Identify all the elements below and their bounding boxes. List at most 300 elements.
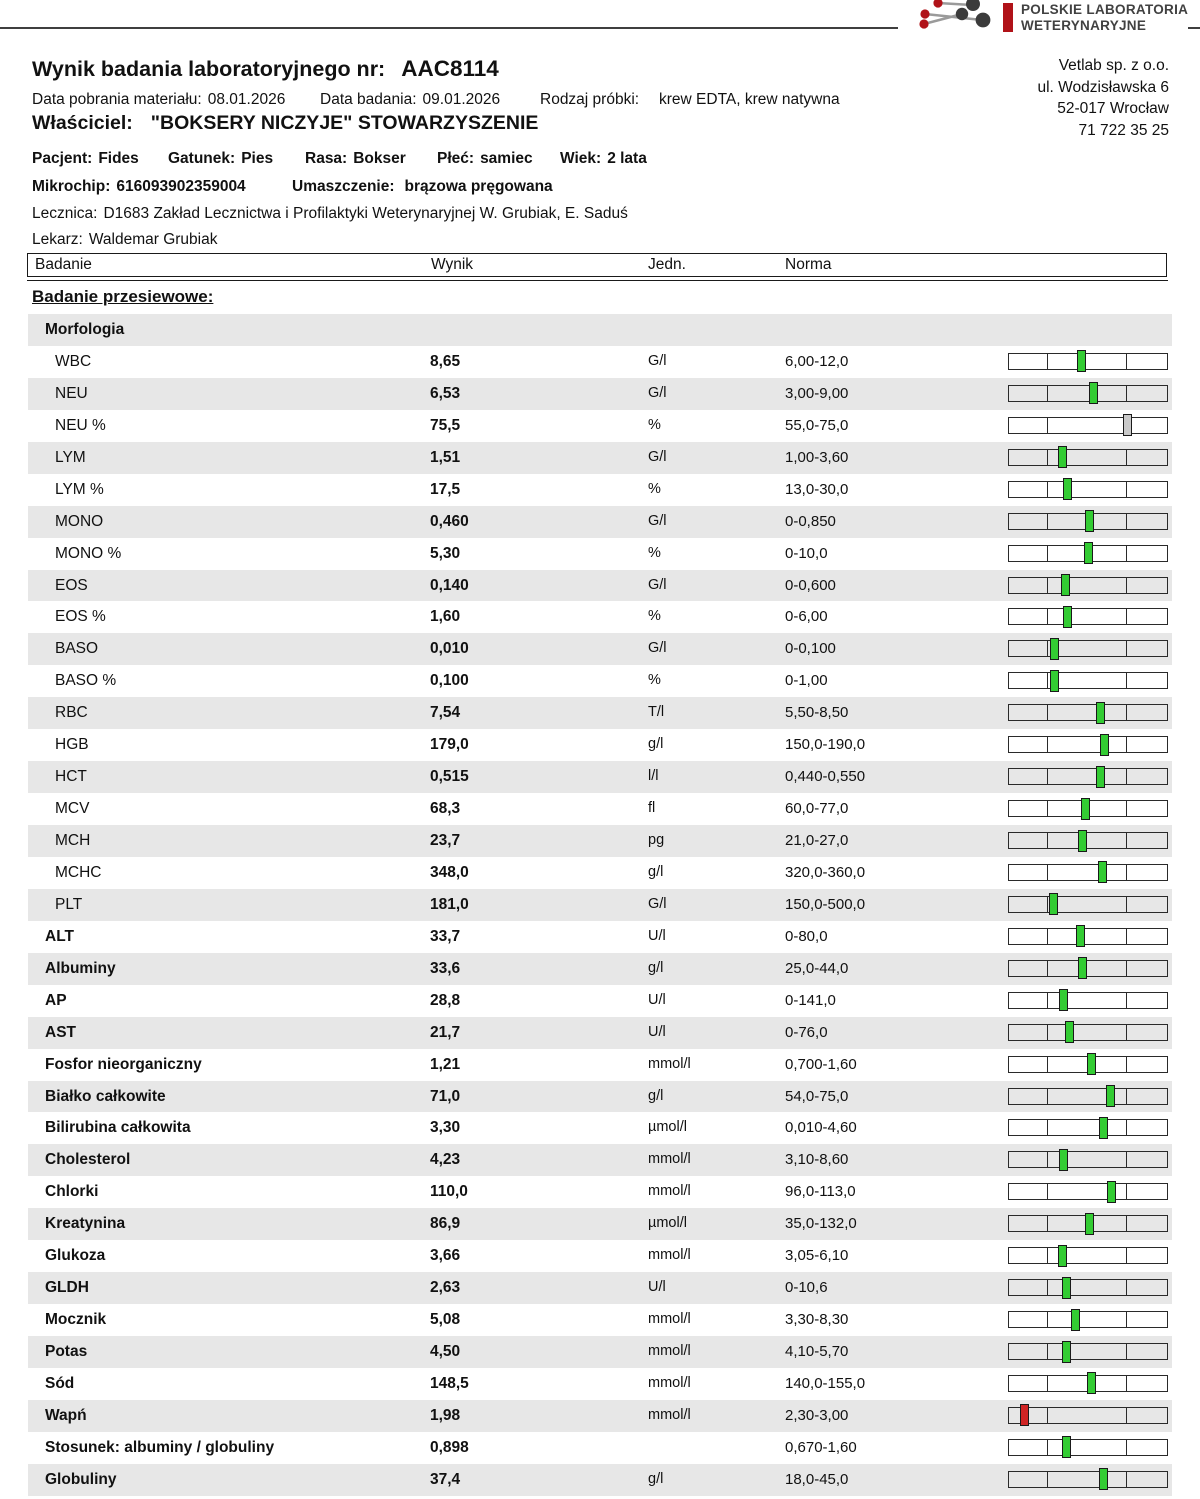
table-row [28, 665, 1172, 697]
range-divider-low [1047, 705, 1049, 720]
range-divider-low [1047, 961, 1049, 976]
range-marker [1071, 1309, 1080, 1331]
test-name: RBC [55, 704, 88, 722]
range-bar [1008, 385, 1168, 402]
test-value: 0,898 [430, 1438, 469, 1456]
test-unit: mmol/l [648, 1374, 691, 1391]
test-norm: 0-0,100 [785, 640, 836, 658]
coat: Umaszczenie: brązowa pręgowana [292, 178, 553, 195]
test-unit: % [648, 480, 661, 497]
test-value: 0,515 [430, 768, 469, 786]
test-name: Mocznik [45, 1311, 107, 1329]
test-unit: U/l [648, 991, 666, 1008]
range-divider-high [1126, 705, 1128, 720]
test-value: 33,7 [430, 927, 461, 945]
test-norm: 0-10,6 [785, 1279, 828, 1297]
range-divider-high [1126, 1408, 1128, 1423]
logo-molecule-icon [898, 0, 996, 37]
vet: Lekarz: Waldemar Grubiak [32, 231, 218, 248]
test-value: 0,460 [430, 512, 469, 530]
range-marker [1078, 957, 1087, 979]
range-divider-low [1047, 482, 1049, 497]
test-name: ALT [45, 927, 74, 945]
range-marker [1063, 606, 1072, 628]
test-norm: 2,30-3,00 [785, 1406, 849, 1424]
range-marker [1107, 1181, 1116, 1203]
column-header-test: Badanie [35, 256, 92, 273]
test-name: GLDH [45, 1279, 89, 1297]
test-name: Potas [45, 1343, 88, 1360]
group-title: Morfologia [45, 321, 125, 338]
range-divider-high [1126, 1057, 1128, 1072]
lab-logo [898, 0, 1188, 37]
test-value: 0,140 [430, 576, 469, 594]
test-norm: 0-6,00 [785, 608, 828, 626]
range-divider-low [1047, 1152, 1049, 1167]
test-unit: G/l [648, 512, 667, 529]
range-divider-low [1047, 1440, 1049, 1455]
table-row [28, 1368, 1172, 1400]
table-row [28, 1304, 1172, 1336]
group-header-row [28, 314, 1172, 346]
test-unit: G/l [648, 448, 667, 465]
owner-label: Właściciel: [32, 112, 133, 134]
test-unit: g/l [648, 736, 664, 753]
range-bar [1008, 1183, 1168, 1200]
test-norm: 6,00-12,0 [785, 352, 849, 370]
test-name: Albuminy [45, 959, 116, 977]
test-value: 3,30 [430, 1119, 461, 1137]
test-unit: G/l [648, 384, 667, 401]
test-name: Glukoza [45, 1247, 106, 1265]
test-value: 1,98 [430, 1406, 461, 1424]
table-row [28, 921, 1172, 953]
range-divider-low [1047, 1216, 1049, 1231]
test-unit: % [648, 544, 661, 561]
range-divider-low [1047, 354, 1049, 369]
logo-line-1: POLSKIE LABORATORIA [1021, 2, 1189, 17]
range-bar [1008, 1311, 1168, 1328]
range-bar [1008, 1024, 1168, 1041]
range-marker [1085, 510, 1094, 532]
range-divider-low [1047, 1248, 1049, 1263]
test-value: 86,9 [430, 1215, 461, 1233]
lab-phone: 71 722 35 25 [1078, 121, 1169, 139]
range-divider-low [1047, 1184, 1049, 1199]
range-bar [1008, 640, 1168, 657]
test-unit: mmol/l [648, 1406, 691, 1423]
test-name: PLT [55, 895, 83, 913]
test-unit: µmol/l [648, 1215, 687, 1232]
range-divider-high [1126, 993, 1128, 1008]
test-name: MONO % [55, 544, 122, 562]
test-unit: % [648, 672, 661, 689]
range-bar [1008, 417, 1168, 434]
sample-type-value: krew EDTA, krew natywna [659, 91, 840, 108]
test-unit: g/l [648, 863, 664, 880]
test-norm: 0,700-1,60 [785, 1055, 857, 1073]
test-name: Globuliny [45, 1470, 117, 1488]
range-divider-low [1047, 609, 1049, 624]
table-row [28, 793, 1172, 825]
table-row [28, 346, 1172, 378]
test-value: 110,0 [430, 1183, 468, 1201]
range-marker [1059, 989, 1068, 1011]
test-norm: 0-1,00 [785, 672, 828, 690]
range-marker [1062, 1341, 1071, 1363]
table-row [28, 1144, 1172, 1176]
test-unit: fl [648, 800, 656, 817]
test-name: Cholesterol [45, 1151, 131, 1169]
test-norm: 3,00-9,00 [785, 384, 849, 402]
range-bar [1008, 1088, 1168, 1105]
range-bar [1008, 736, 1168, 753]
range-marker [1089, 382, 1098, 404]
test-norm: 55,0-75,0 [785, 416, 849, 434]
range-divider-low [1047, 1120, 1049, 1135]
test-norm: 13,0-30,0 [785, 480, 849, 498]
range-marker [1020, 1404, 1029, 1426]
test-name: MCHC [55, 863, 102, 881]
range-marker [1058, 1245, 1067, 1267]
test-value: 7,54 [430, 704, 461, 722]
test-name: Stosunek: albuminy / globuliny [45, 1438, 275, 1456]
range-marker [1076, 925, 1085, 947]
table-row [28, 474, 1172, 506]
test-unit: G/l [648, 640, 667, 657]
range-bar [1008, 800, 1168, 817]
range-divider-low [1047, 1344, 1049, 1359]
range-divider-high [1126, 609, 1128, 624]
range-divider-high [1126, 929, 1128, 944]
range-divider-high [1126, 1089, 1128, 1104]
range-bar [1008, 1471, 1168, 1488]
range-bar [1008, 864, 1168, 881]
table-row [28, 601, 1172, 633]
test-norm: 4,10-5,70 [785, 1343, 849, 1360]
test-norm: 18,0-45,0 [785, 1470, 849, 1488]
range-marker [1049, 893, 1058, 915]
test-value: 21,7 [430, 1023, 461, 1041]
range-marker [1065, 1021, 1074, 1043]
range-divider-high [1126, 737, 1128, 752]
lab-address-block [1037, 55, 1169, 141]
test-norm: 0,010-4,60 [785, 1119, 857, 1137]
table-row [28, 410, 1172, 442]
test-name: MCV [55, 800, 90, 818]
table-row [28, 729, 1172, 761]
range-marker [1081, 798, 1090, 820]
test-norm: 0-80,0 [785, 927, 828, 945]
table-row [28, 1240, 1172, 1272]
range-divider-low [1047, 1025, 1049, 1040]
range-marker [1059, 1149, 1068, 1171]
test-norm: 0,440-0,550 [785, 768, 866, 786]
test-unit: mmol/l [648, 1055, 691, 1072]
range-marker [1084, 542, 1093, 564]
breed: Rasa: Bokser [305, 150, 406, 167]
table-row [28, 1049, 1172, 1081]
test-name: AST [45, 1023, 76, 1041]
test-unit: mmol/l [648, 1343, 691, 1359]
test-unit: % [648, 416, 661, 433]
test-name: Wapń [45, 1406, 87, 1424]
patient: Pacjent: Fides [32, 150, 139, 167]
range-divider-high [1126, 1152, 1128, 1167]
range-divider-low [1047, 737, 1049, 752]
test-unit: pg [648, 832, 665, 848]
range-bar [1008, 768, 1168, 785]
range-divider-low [1047, 386, 1049, 401]
range-divider-high [1126, 833, 1128, 848]
range-divider-high [1126, 897, 1128, 912]
table-row [28, 1400, 1172, 1432]
test-unit: mmol/l [648, 1151, 691, 1168]
range-divider-high [1126, 1025, 1128, 1040]
table-row [28, 378, 1172, 410]
range-divider-low [1047, 673, 1049, 688]
test-name: HCT [55, 768, 87, 786]
table-row [28, 1176, 1172, 1208]
test-value: 4,50 [430, 1343, 461, 1360]
range-divider-low [1047, 897, 1049, 912]
test-norm: 21,0-27,0 [785, 832, 849, 849]
test-value: 0,100 [430, 672, 469, 690]
range-divider-high [1126, 1216, 1128, 1231]
range-divider-low [1047, 1280, 1049, 1295]
range-divider-low [1047, 833, 1049, 848]
range-bar [1008, 1151, 1168, 1168]
test-unit: mmol/l [648, 1311, 691, 1328]
microchip: Mikrochip: 616093902359004 [32, 178, 246, 195]
range-marker [1077, 350, 1086, 372]
range-marker [1061, 574, 1070, 596]
test-value: 4,23 [430, 1151, 461, 1169]
table-row [28, 633, 1172, 665]
table-row [28, 506, 1172, 538]
test-value: 179,0 [430, 736, 469, 754]
range-marker [1098, 861, 1107, 883]
range-divider-high [1126, 673, 1128, 688]
test-norm: 150,0-500,0 [785, 895, 866, 913]
table-row [28, 761, 1172, 793]
test-norm: 150,0-190,0 [785, 736, 866, 754]
lab-street: ul. Wodzisławska 6 [1037, 78, 1169, 96]
range-marker [1100, 734, 1109, 756]
range-divider-high [1126, 641, 1128, 656]
test-unit: g/l [648, 959, 664, 976]
owner-line [32, 112, 538, 135]
test-value: 6,53 [430, 384, 461, 402]
range-bar [1008, 513, 1168, 530]
test-unit: mmol/l [648, 1183, 691, 1200]
test-unit: U/l [648, 1279, 666, 1296]
range-divider-high [1126, 1472, 1128, 1487]
range-divider-high [1126, 546, 1128, 561]
range-marker [1087, 1372, 1096, 1394]
test-norm: 1,00-3,60 [785, 448, 849, 466]
test-name: AP [45, 991, 67, 1009]
test-norm: 3,05-6,10 [785, 1247, 849, 1265]
test-value: 0,010 [430, 640, 469, 658]
range-bar [1008, 1119, 1168, 1136]
range-divider-high [1126, 354, 1128, 369]
range-divider-low [1047, 1376, 1049, 1391]
test-name: NEU [55, 384, 88, 402]
table-row [28, 953, 1172, 985]
test-value: 1,60 [430, 608, 461, 626]
table-row [28, 442, 1172, 474]
range-divider-high [1126, 1312, 1128, 1327]
test-norm: 0-76,0 [785, 1023, 828, 1041]
range-marker [1096, 766, 1105, 788]
range-marker [1106, 1085, 1115, 1107]
range-divider-high [1126, 1184, 1128, 1199]
range-divider-high [1126, 801, 1128, 816]
table-row [28, 1464, 1172, 1496]
range-marker [1096, 702, 1105, 724]
test-name: Białko całkowite [45, 1087, 166, 1105]
test-name: Kreatynina [45, 1215, 126, 1233]
range-divider-low [1047, 769, 1049, 784]
test-unit: G/l [648, 895, 667, 912]
test-value: 75,5 [430, 416, 461, 434]
range-bar [1008, 1215, 1168, 1232]
test-name: Bilirubina całkowita [45, 1119, 191, 1137]
range-divider-low [1047, 1312, 1049, 1327]
range-divider-high [1126, 482, 1128, 497]
test-norm: 140,0-155,0 [785, 1374, 866, 1392]
range-divider-low [1047, 418, 1049, 433]
test-name: Sód [45, 1374, 75, 1392]
logo-red-bar [1003, 3, 1013, 32]
test-name: EOS % [55, 608, 106, 626]
range-divider-high [1126, 1120, 1128, 1135]
test-norm: 0-0,600 [785, 576, 836, 594]
test-value: 23,7 [430, 832, 461, 849]
range-divider-high [1126, 514, 1128, 529]
range-divider-high [1126, 769, 1128, 784]
test-name: MCH [55, 832, 91, 849]
test-value: 348,0 [430, 863, 469, 881]
column-header-result: Wynik [431, 256, 474, 273]
test-norm: 0-0,850 [785, 512, 836, 530]
range-divider-low [1047, 801, 1049, 816]
range-divider-low [1047, 546, 1049, 561]
test-unit: % [648, 608, 661, 625]
range-bar [1008, 1279, 1168, 1296]
test-norm: 0-10,0 [785, 544, 828, 562]
range-divider-high [1126, 1440, 1128, 1455]
test-unit: G/l [648, 352, 667, 369]
test-name: EOS [55, 576, 88, 594]
test-value: 2,63 [430, 1279, 461, 1297]
range-bar [1008, 1407, 1168, 1424]
test-unit: T/l [648, 704, 665, 721]
range-bar [1008, 545, 1168, 562]
range-bar [1008, 608, 1168, 625]
range-divider-high [1126, 578, 1128, 593]
range-divider-low [1047, 1472, 1049, 1487]
clinic: Lecznica: D1683 Zakład Lecznictwa i Profilaktyki Weterynaryjnej W. Grubiak, E. Saduś [32, 205, 628, 222]
test-value: 181,0 [430, 895, 469, 913]
test-unit: l/l [648, 768, 659, 785]
report-number: AAC8114 [401, 56, 499, 81]
range-divider-high [1126, 450, 1128, 465]
table-row [28, 1208, 1172, 1240]
test-norm: 3,10-8,60 [785, 1151, 849, 1169]
range-bar [1008, 577, 1168, 594]
test-name: MONO [55, 512, 104, 530]
test-norm: 35,0-132,0 [785, 1215, 857, 1233]
range-divider-high [1126, 961, 1128, 976]
range-divider-low [1047, 1057, 1049, 1072]
species: Gatunek: Pies [168, 150, 274, 167]
range-divider-low [1047, 865, 1049, 880]
range-bar [1008, 353, 1168, 370]
range-divider-low [1047, 1089, 1049, 1104]
test-value: 33,6 [430, 959, 461, 977]
owner-value: "BOKSERY NICZYJE" STOWARZYSZENIE [150, 112, 539, 134]
test-name: NEU % [55, 416, 106, 434]
range-bar [1008, 1247, 1168, 1264]
range-marker [1123, 414, 1132, 436]
table-row [28, 985, 1172, 1017]
range-bar [1008, 1343, 1168, 1360]
range-bar [1008, 1056, 1168, 1073]
test-unit: G/l [648, 576, 667, 593]
range-marker [1050, 638, 1059, 660]
test-name: BASO % [55, 672, 117, 690]
table-row [28, 825, 1172, 857]
range-marker [1085, 1213, 1094, 1235]
section-title: Badanie przesiewowe: [32, 287, 214, 306]
test-value: 71,0 [430, 1087, 461, 1105]
range-divider-low [1047, 578, 1049, 593]
logo-wordmark [1021, 2, 1188, 33]
results-table [28, 314, 1172, 1496]
test-norm: 0-141,0 [785, 991, 836, 1009]
test-norm: 320,0-360,0 [785, 863, 866, 881]
range-divider-low [1047, 514, 1049, 529]
range-marker [1063, 478, 1072, 500]
range-divider-low [1047, 450, 1049, 465]
range-bar [1008, 1375, 1168, 1392]
table-row [28, 1272, 1172, 1304]
test-norm: 3,30-8,30 [785, 1311, 849, 1329]
test-value: 68,3 [430, 800, 461, 818]
test-unit: mmol/l [648, 1247, 691, 1264]
table-row [28, 697, 1172, 729]
table-row [28, 1336, 1172, 1368]
logo-line-2: WETERYNARYJNE [1021, 17, 1147, 33]
test-unit: U/l [648, 927, 666, 944]
sex: Płeć: samiec [437, 150, 533, 167]
range-bar [1008, 449, 1168, 466]
range-marker [1050, 670, 1059, 692]
range-marker [1087, 1053, 1096, 1075]
range-bar [1008, 832, 1168, 849]
range-bar [1008, 896, 1168, 913]
lab-name: Vetlab sp. z o.o. [1058, 57, 1169, 74]
table-row [28, 857, 1172, 889]
range-marker [1062, 1436, 1071, 1458]
test-value: 17,5 [430, 480, 461, 498]
range-divider-high [1126, 1376, 1128, 1391]
test-unit: g/l [648, 1087, 664, 1104]
test-value: 5,08 [430, 1311, 461, 1329]
test-name: HGB [55, 736, 89, 754]
